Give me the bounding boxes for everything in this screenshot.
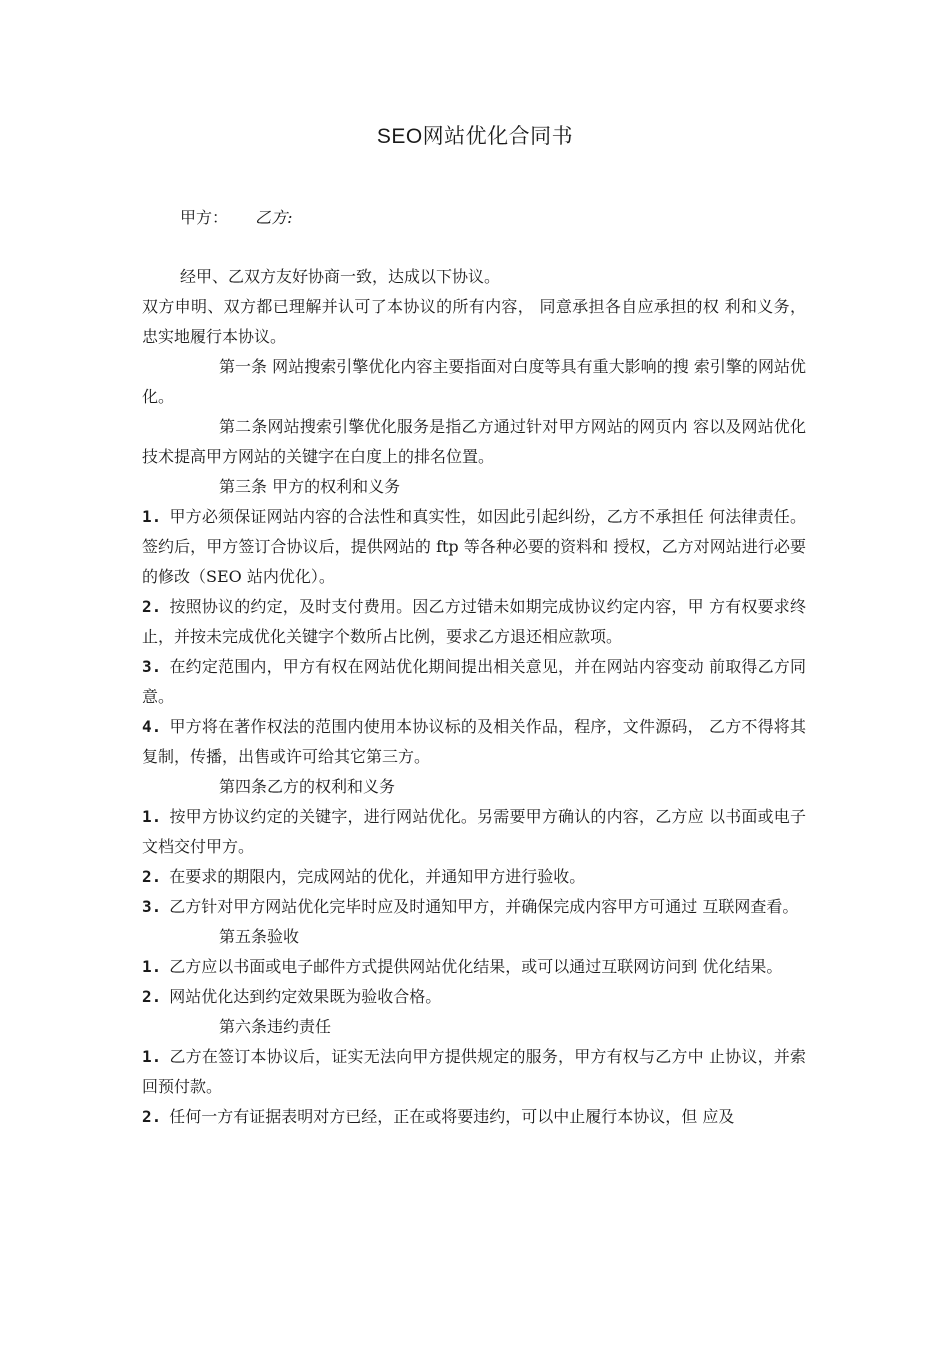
article-6-heading: 第六条违约责任 <box>219 1017 332 1036</box>
item-number: 1. <box>142 507 162 526</box>
item-number: 3. <box>142 897 162 916</box>
party-b-label: 乙方: <box>255 208 293 227</box>
item-text: 乙方应以书面或电子邮件方式提供网站优化结果，或可以通过互联网访问到 优化结果。 <box>169 957 783 976</box>
contract-body <box>142 262 806 1132</box>
article-6-item <box>142 1102 806 1132</box>
article-3-heading: 第三条 甲方的权利和义务 <box>219 477 401 496</box>
article-5-item <box>142 982 806 1012</box>
item-text: 任何一方有证据表明对方已经，正在或将要违约，可以中止履行本协议，但 应及 <box>169 1107 735 1126</box>
article-3-item <box>142 592 806 652</box>
article-1: 第一条 网站搜索引擎优化内容主要指面对白度等具有重大影响的搜 索引擎的网站优化。 <box>142 357 806 406</box>
item-number: 1. <box>142 1047 162 1066</box>
item-text: 网站优化达到约定效果既为验收合格。 <box>169 987 442 1006</box>
article-3-item <box>142 502 806 592</box>
item-text: 乙方针对甲方网站优化完毕时应及时通知甲方，并确保完成内容甲方可通过 互联网查看。 <box>169 897 799 916</box>
item-number: 4. <box>142 717 162 736</box>
article-4-item <box>142 892 806 922</box>
article-5-item <box>142 952 806 982</box>
item-number: 1. <box>142 957 162 976</box>
intro-paragraph: 经甲、乙双方友好协商一致，达成以下协议。 <box>180 267 501 286</box>
item-text: 在约定范围内，甲方有权在网站优化期间提出相关意见，并在网站内容变动 前取得乙方同意。 <box>142 657 806 706</box>
item-text: 在要求的期限内，完成网站的优化，并通知甲方进行验收。 <box>169 867 586 886</box>
item-number: 2. <box>142 597 162 616</box>
item-text: 甲方必须保证网站内容的合法性和真实性，如因此引起纠纷，乙方不承担任 何法律责任。签约后，甲方签订合协议后，提供网站的 ftp 等各种必要的资料和 授权，乙方对网站进行必要的修改（SEO 站内优化）。 <box>142 507 806 586</box>
article-3-item <box>142 652 806 712</box>
party-a-label: 甲方： <box>180 208 229 227</box>
preamble-paragraph: 双方申明、双方都已理解并认可了本协议的所有内容， 同意承担各自应承担的权 利和义务，忠实地履行本协议。 <box>142 297 806 346</box>
item-text: 甲方将在著作权法的范围内使用本协议标的及相关作品，程序，文件源码， 乙方不得将其复制，传播，出售或许可给其它第三方。 <box>142 717 806 766</box>
item-number: 3. <box>142 657 162 676</box>
item-number: 2. <box>142 1107 162 1126</box>
item-text: 按甲方协议约定的关键字，进行网站优化。另需要甲方确认的内容，乙方应 以书面或电子文档交付甲方。 <box>142 807 806 856</box>
article-3-item <box>142 712 806 772</box>
article-2: 第二条网站搜索引擎优化服务是指乙方通过针对甲方网站的网页内 容以及网站优化技术提高甲方网站的关键字在白度上的排名位置。 <box>142 417 806 466</box>
item-number: 1. <box>142 807 162 826</box>
article-6-item <box>142 1042 806 1102</box>
document-title: SEO网站优化合同书 <box>376 125 574 148</box>
item-number: 2. <box>142 987 162 1006</box>
parties-line <box>180 205 293 228</box>
item-number: 2. <box>142 867 162 886</box>
article-4-item <box>142 862 806 892</box>
item-text: 乙方在签订本协议后，证实无法向甲方提供规定的服务，甲方有权与乙方中 止协议，并索回预付款。 <box>142 1047 806 1096</box>
article-4-item <box>142 802 806 862</box>
article-5-heading: 第五条验收 <box>219 927 300 946</box>
item-text: 按照协议的约定，及时支付费用。因乙方过错未如期完成协议约定内容，甲 方有权要求终止，并按未完成优化关键字个数所占比例，要求乙方退还相应款项。 <box>142 597 806 646</box>
article-4-heading: 第四条乙方的权利和义务 <box>219 777 396 796</box>
